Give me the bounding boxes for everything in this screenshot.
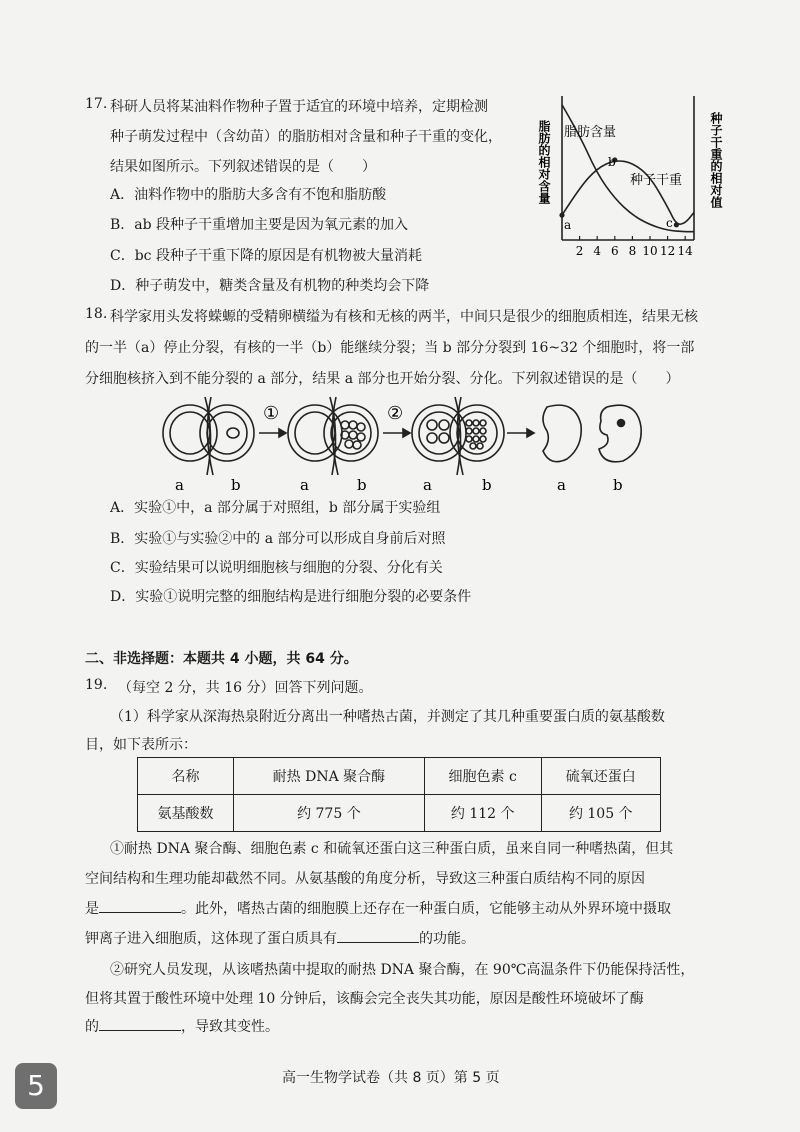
table-header-cell: 硫氧还蛋白 <box>541 758 661 795</box>
q19-number: 19. <box>85 677 108 693</box>
arrow-step-3 <box>507 429 534 437</box>
stage3-label-a: a <box>423 476 432 494</box>
q19-part1-line2: 目，如下表所示： <box>85 737 197 753</box>
q17-option-c: C．bc 段种子干重下降的原因是有机物被大量消耗 <box>110 248 422 264</box>
stage1-label-a: a <box>175 476 184 494</box>
stage4-label-b: b <box>613 476 623 494</box>
egg-stage-3 <box>412 397 504 475</box>
egg-stage-4 <box>543 405 641 462</box>
q19-sub2-line3-start: 的 <box>85 1019 99 1035</box>
q18-option-c: C．实验结果可以说明细胞核与细胞的分裂、分化有关 <box>110 560 443 576</box>
q19-sub2-line1: ②研究人员发现，从该嗜热菌中提取的耐热 DNA 聚合酶，在 90℃高温条件下仍能保持活性， <box>110 962 695 978</box>
stage4-label-a: a <box>557 476 566 494</box>
table-cell: 约 105 个 <box>541 795 661 832</box>
stage3-label-b: b <box>482 476 492 494</box>
stage1-label-b: b <box>231 476 241 494</box>
fat-series-label: 脂肪含量 <box>564 125 617 140</box>
point-b-label: b <box>608 155 616 169</box>
q19-part1-line1: （1）科学家从深海热泉附近分离出一种嗜热古菌，并测定了其几种重要蛋白质的氨基酸数 <box>110 709 665 725</box>
q17-option-b: B．ab 段种子干重增加主要是因为氧元素的加入 <box>110 217 409 233</box>
q18-option-b: B．实验①与实验②中的 a 部分可以形成自身前后对照 <box>110 531 446 547</box>
q19-sub1-line1: ①耐热 DNA 聚合酶、细胞色素 c 和硫氧还蛋白这三种蛋白质，虽来自同一种嗜热菌，但其 <box>110 841 674 857</box>
egg-stage-2 <box>288 397 378 475</box>
q17-option-a: A．油料作物中的脂肪大多含有不饱和脂肪酸 <box>110 187 387 203</box>
q17-option-d: D．种子萌发中，糖类含量及有机物的种类均会下降 <box>110 278 430 294</box>
x-tick-label: 2 <box>575 244 584 258</box>
x-tick-label: 8 <box>628 244 637 258</box>
x-tick-label: 10 <box>642 244 658 258</box>
answer-blank-3[interactable] <box>99 1030 181 1031</box>
page-footer: 高一生物学试卷（共 8 页）第 5 页 <box>282 1070 500 1086</box>
table-cell: 约 112 个 <box>424 795 541 832</box>
table-header-cell: 名称 <box>138 758 234 795</box>
point-a <box>559 213 564 218</box>
section-2-title: 二、非选择题：本题共 4 小题，共 64 分。 <box>85 651 358 667</box>
q19-sub2-line2: 但将其置于酸性环境中处理 10 分钟后，该酶会完全丧失其功能，原因是酸性环境破坏了酶 <box>85 991 644 1007</box>
weight-series-label: 种子干重 <box>630 173 683 188</box>
q18-stem-line1: 科学家用头发将蝾螈的受精卵横缢为有核和无核的两半，中间只是很少的细胞质相连，结果无核 <box>110 309 698 325</box>
q18-stem-line3: 分细胞核挤入到不能分裂的 a 部分，结果 a 部分也开始分裂、分化。下列叙述错误的是（ ） <box>85 371 680 387</box>
amino-acid-table <box>137 757 661 832</box>
q17-number: 17. <box>85 96 108 112</box>
q17-stem-line3: 结果如图所示。下列叙述错误的是（ ） <box>110 159 376 175</box>
arrow-step-2 <box>383 429 410 437</box>
q18-option-a: A．实验①中，a 部分属于对照组，b 部分属于实验组 <box>110 500 441 516</box>
q19-sub2-line3-end: ，导致其变性。 <box>181 1019 279 1035</box>
q19-sub1-line3-end: 。此外，嗜热古菌的细胞膜上还存在一种蛋白质，它能够主动从外界环境中摄取 <box>181 901 671 917</box>
table-header-cell: 细胞色素 c <box>424 758 541 795</box>
table-row <box>138 795 661 832</box>
q19-sub1-line4-start: 钾离子进入细胞质，这体现了蛋白质具有 <box>85 931 337 947</box>
q18-option-d: D．实验①说明完整的细胞结构是进行细胞分裂的必要条件 <box>110 589 472 605</box>
q19-sub1-line3 <box>85 898 671 918</box>
q17-fat-weight-chart <box>530 92 730 282</box>
x-tick-label: 14 <box>677 244 693 258</box>
stage2-label-a: a <box>300 476 309 494</box>
q17-stem-line1: 科研人员将某油料作物种子置于适宜的环境中培养，定期检测 <box>110 99 488 115</box>
table-cell: 氨基酸数 <box>138 795 234 832</box>
q19-sub1-line3-start: 是 <box>85 901 99 917</box>
point-c-label: c <box>666 216 673 230</box>
q17-stem-line2: 种子萌发过程中（含幼苗）的脂肪相对含量和种子干重的变化， <box>110 129 502 145</box>
point-c <box>674 222 679 227</box>
q19-sub1-line2: 空间结构和生理功能却截然不同。从氨基酸的角度分析，导致这三种蛋白质结构不同的原因 <box>85 871 645 887</box>
page-number-badge: 5 <box>15 1063 57 1109</box>
point-a-label: a <box>564 218 572 232</box>
table-cell: 约 775 个 <box>233 795 424 832</box>
arrow-step-1 <box>259 429 286 437</box>
q19-sub1-line4-end: 的功能。 <box>419 931 475 947</box>
seed-dry-weight-line <box>562 161 694 224</box>
q19-sub2-line3 <box>85 1016 279 1036</box>
q19-intro: （每空 2 分，共 16 分）回答下列问题。 <box>118 680 373 696</box>
q18-stem-line2: 的一半（a）停止分裂，有核的一半（b）能继续分裂；当 b 部分分裂到 16~32 个细胞时，将一部 <box>85 340 695 356</box>
step-2-marker: ② <box>387 403 404 424</box>
q18-number: 18. <box>85 306 108 322</box>
x-tick-label: 12 <box>659 244 676 258</box>
x-tick-label: 4 <box>593 244 602 258</box>
left-axis-label: 脂肪的相对含量 <box>537 120 551 204</box>
step-1-marker: ① <box>263 403 280 424</box>
answer-blank-1[interactable] <box>99 912 181 913</box>
x-tick-label: 6 <box>610 244 619 258</box>
q18-experiment-diagram <box>155 385 655 495</box>
table-header-cell: 耐热 DNA 聚合酶 <box>233 758 424 795</box>
stage2-label-b: b <box>357 476 367 494</box>
right-axis-label: 种子干重的相对值 <box>709 112 723 208</box>
answer-blank-2[interactable] <box>337 942 419 943</box>
egg-stage-1 <box>163 397 254 475</box>
fat-content-line <box>562 105 694 232</box>
table-header-row <box>138 758 661 795</box>
q19-sub1-line4 <box>85 928 475 948</box>
